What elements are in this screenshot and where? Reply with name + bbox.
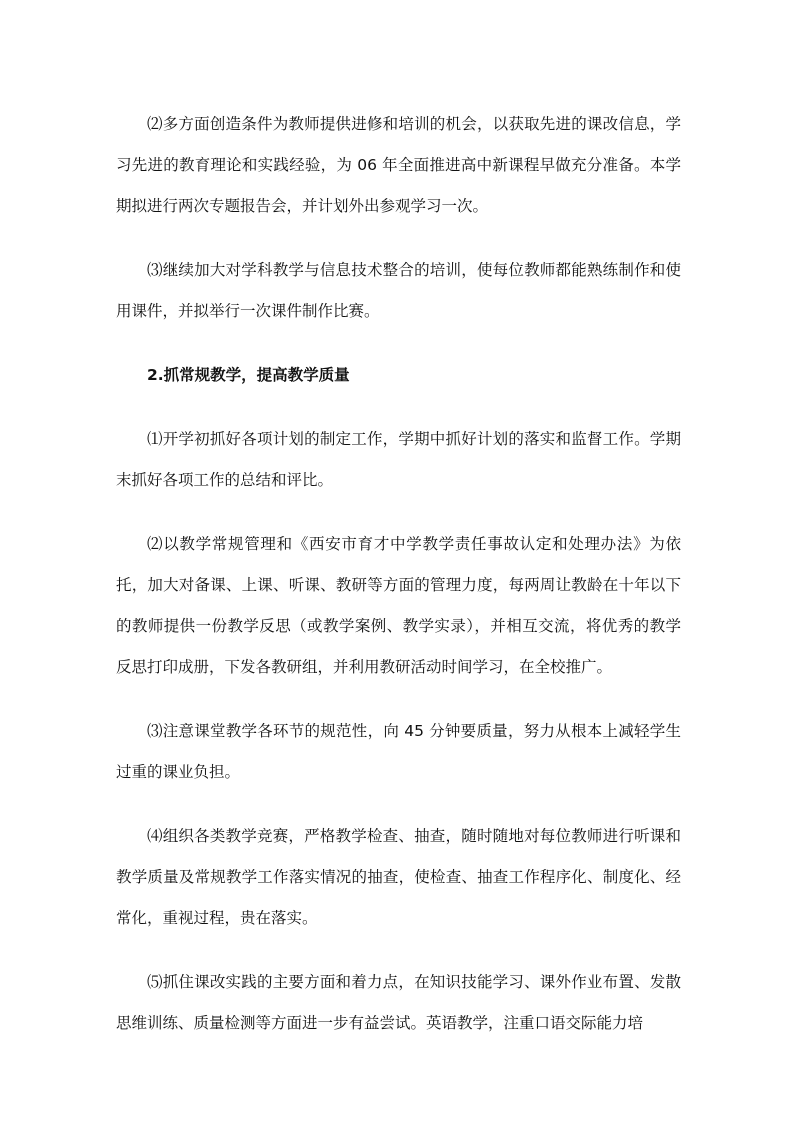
paragraph-it-integration: ⑶继续加大对学科教学与信息技术整合的培训，使每位教师都能熟练制作和使用课件，并拟举行一次课件制作比赛。 xyxy=(116,261,681,320)
paragraph-plans: ⑴开学初抓好各项计划的制定工作，学期中抓好计划的落实和监督工作。学期末抓好各项工作的总结和评比。 xyxy=(116,430,681,489)
paragraph-curriculum-reform: ⑸抓住课改实践的主要方面和着力点，在知识技能学习、课外作业布置、发散思维训练、质量检测等方面进一步有益尝试。英语教学，注重口语交际能力培 xyxy=(116,973,681,1032)
section-heading: 2.抓常规教学，提高教学质量 xyxy=(147,366,350,384)
paragraph-competitions-inspection: ⑷组织各类教学竞赛，严格教学检查、抽查，随时随地对每位教师进行听课和教学质量及常规教学工作落实情况的抽查，使检查、抽查工作程序化、制度化、经常化，重视过程，贵在落实。 xyxy=(116,827,681,927)
paragraph-routine-management: ⑵以教学常规管理和《西安市育才中学教学责任事故认定和处理办法》为依托，加大对备课、上课、听课、教研等方面的管理力度，每两周让教龄在十年以下的教师提供一份教学反思（或教学案例、教学实录），并相互交流，将优秀的教学反思打印成册，下发各教研组，并利用教研活动时间学习，在全校推广。 xyxy=(116,535,681,676)
document-body xyxy=(116,104,681,1067)
paragraph-teacher-training: ⑵多方面创造条件为教师提供进修和培训的机会，以获取先进的课改信息，学习先进的教育理论和实践经验，为 06 年全面推进高中新课程早做充分准备。本学期拟进行两次专题报告会，并计划外出参观学习一次。 xyxy=(116,115,681,215)
paragraph-classroom-standards: ⑶注意课堂教学各环节的规范性，向 45 分钟要质量，努力从根本上减轻学生过重的课业负担。 xyxy=(116,722,681,781)
